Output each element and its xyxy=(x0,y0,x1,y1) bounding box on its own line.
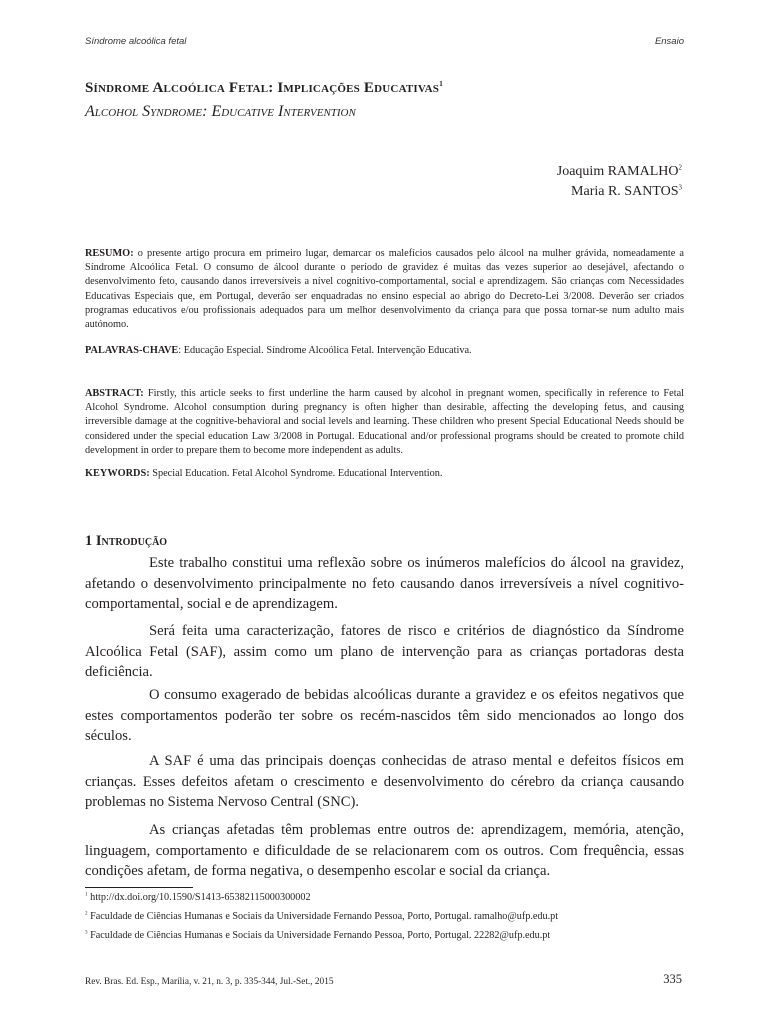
palavras-chave-text: : Educação Especial. Síndrome Alcoólica Fetal. Intervenção Educativa. xyxy=(178,345,472,356)
running-header-right: Ensaio xyxy=(654,36,684,47)
author-name: Joaquim RAMALHO xyxy=(556,164,679,179)
resumo-label: RESUMO: xyxy=(85,248,134,259)
footnote-mark: 3 xyxy=(85,929,88,936)
author-2 xyxy=(571,184,682,200)
body-paragraph: O consumo exagerado de bebidas alcoólicas durante a gravidez e os efeitos negativos que estes comportamentos poderão ter sobre os recém-nascidos têm sido mencionados ao longo dos séculos. xyxy=(85,687,684,745)
keywords-text: Special Education. Fetal Alcohol Syndrome. Educational Intervention. xyxy=(152,468,443,479)
author-1 xyxy=(557,164,682,180)
article-title-english: Alcohol Syndrome: Educative Intervention xyxy=(85,103,356,120)
footnote-2 xyxy=(85,911,558,922)
footnote-1 xyxy=(85,892,311,903)
keywords-label: KEYWORDS: xyxy=(85,468,150,479)
author-name: Maria R. SANTOS xyxy=(571,184,679,199)
body-paragraph: A SAF é uma das principais doenças conhecidas de atraso mental e defeitos físicos em crianças. Esses defeitos afetam o crescimento e desenvolvimento do cérebro da criança causando problemas no Sistema Nervoso Central (SNC). xyxy=(85,753,684,811)
resumo xyxy=(85,247,684,332)
footnote-text: Faculdade de Ciências Humanas e Sociais da Universidade Fernando Pessoa, Porto, Portugal. ramalho@ufp.edu.pt xyxy=(87,911,559,922)
author-footnote-mark: 3 xyxy=(678,183,682,192)
abstract-label: ABSTRACT: xyxy=(85,388,144,399)
article-title-text: Síndrome Alcoólica Fetal: Implicações Educativas xyxy=(85,80,440,96)
footnote-mark: 1 xyxy=(85,891,88,898)
title-footnote-mark: 1 xyxy=(439,79,444,88)
section-heading: 1 Introdução xyxy=(85,533,168,549)
article-title xyxy=(85,80,443,97)
running-header-left: Síndrome alcoólica fetal xyxy=(85,36,187,47)
journal-citation: Rev. Bras. Ed. Esp., Marília, v. 21, n. 3, p. 335-344, Jul.-Set., 2015 xyxy=(85,977,334,987)
palavras-chave-label: PALAVRAS-CHAVE xyxy=(85,345,179,356)
footnote-3 xyxy=(85,930,550,941)
body-paragraph: As crianças afetadas têm problemas entre outros de: aprendizagem, memória, atenção, linguagem, comportamento e dificuldade de se relacionarem com os outros. Com frequência, essas condições afetam, de forma negativa, o desempenho escolar e social da criança. xyxy=(85,822,684,880)
footnote-doi-link[interactable]: http://dx.doi.org/10.1590/S1413-65382115000300002 xyxy=(87,892,311,903)
footnote-divider xyxy=(85,887,193,888)
resumo-text: o presente artigo procura em primeiro lugar, demarcar os malefícios causados pelo álcool na mulher grávida, nomeadamente a Síndrome Alcoólica Fetal. O consumo de álcool durante o período de gravidez é muitas das vezes superior ao desejável, afectando o desenvolvimento feto, causando danos irreversíveis a nível cognitivo-comportamental, social e aprendizagem. São crianças com Necessidades Educativas Especiais que, em Portugal, deverão ser enquadradas no ensino especial ao abrigo do Decreto-Lei 3/2008. Deverão ser criados programas educativos e/ou profissionais adequados para um melhor desenvolvimento da criança para que possa tornar-se num adulto mais autónomo. xyxy=(85,248,684,331)
footnote-text: Faculdade de Ciências Humanas e Sociais da Universidade Fernando Pessoa, Porto, Portugal. 22282@ufp.edu.pt xyxy=(87,930,551,941)
keywords xyxy=(85,467,684,481)
footnote-mark: 2 xyxy=(85,910,88,917)
abstract xyxy=(85,387,684,458)
palavras-chave xyxy=(85,344,684,358)
abstract-text: Firstly, this article seeks to first underline the harm caused by alcohol in pregnant women, specifically in reference to Fetal Alcohol Syndrome. Alcohol consumption during pregnancy is often higher than desirable, affecting the developing fetus, and causing irreversible damage at the cognitive-behavioral and social levels and learning. These children who present Special Educational Needs should be considered under the special education Law 3/2008 in Portugal. Educational and/or professional programs should be created to promote child development in order to prepare them to become more independent as adults. xyxy=(85,388,684,456)
page-number: 335 xyxy=(663,972,682,986)
author-footnote-mark: 2 xyxy=(678,163,682,172)
body-paragraph: Será feita uma caracterização, fatores de risco e critérios de diagnóstico da Síndrome Alcoólica Fetal (SAF), assim como um plano de intervenção para as crianças portadoras desta deficiência. xyxy=(85,623,684,681)
body-paragraph: Este trabalho constitui uma reflexão sobre os inúmeros malefícios do álcool na gravidez, afetando o desenvolvimento principalmente no feto causando danos irreversíveis a nível cognitivo-comportamental, social e de aprendizagem. xyxy=(85,555,684,613)
